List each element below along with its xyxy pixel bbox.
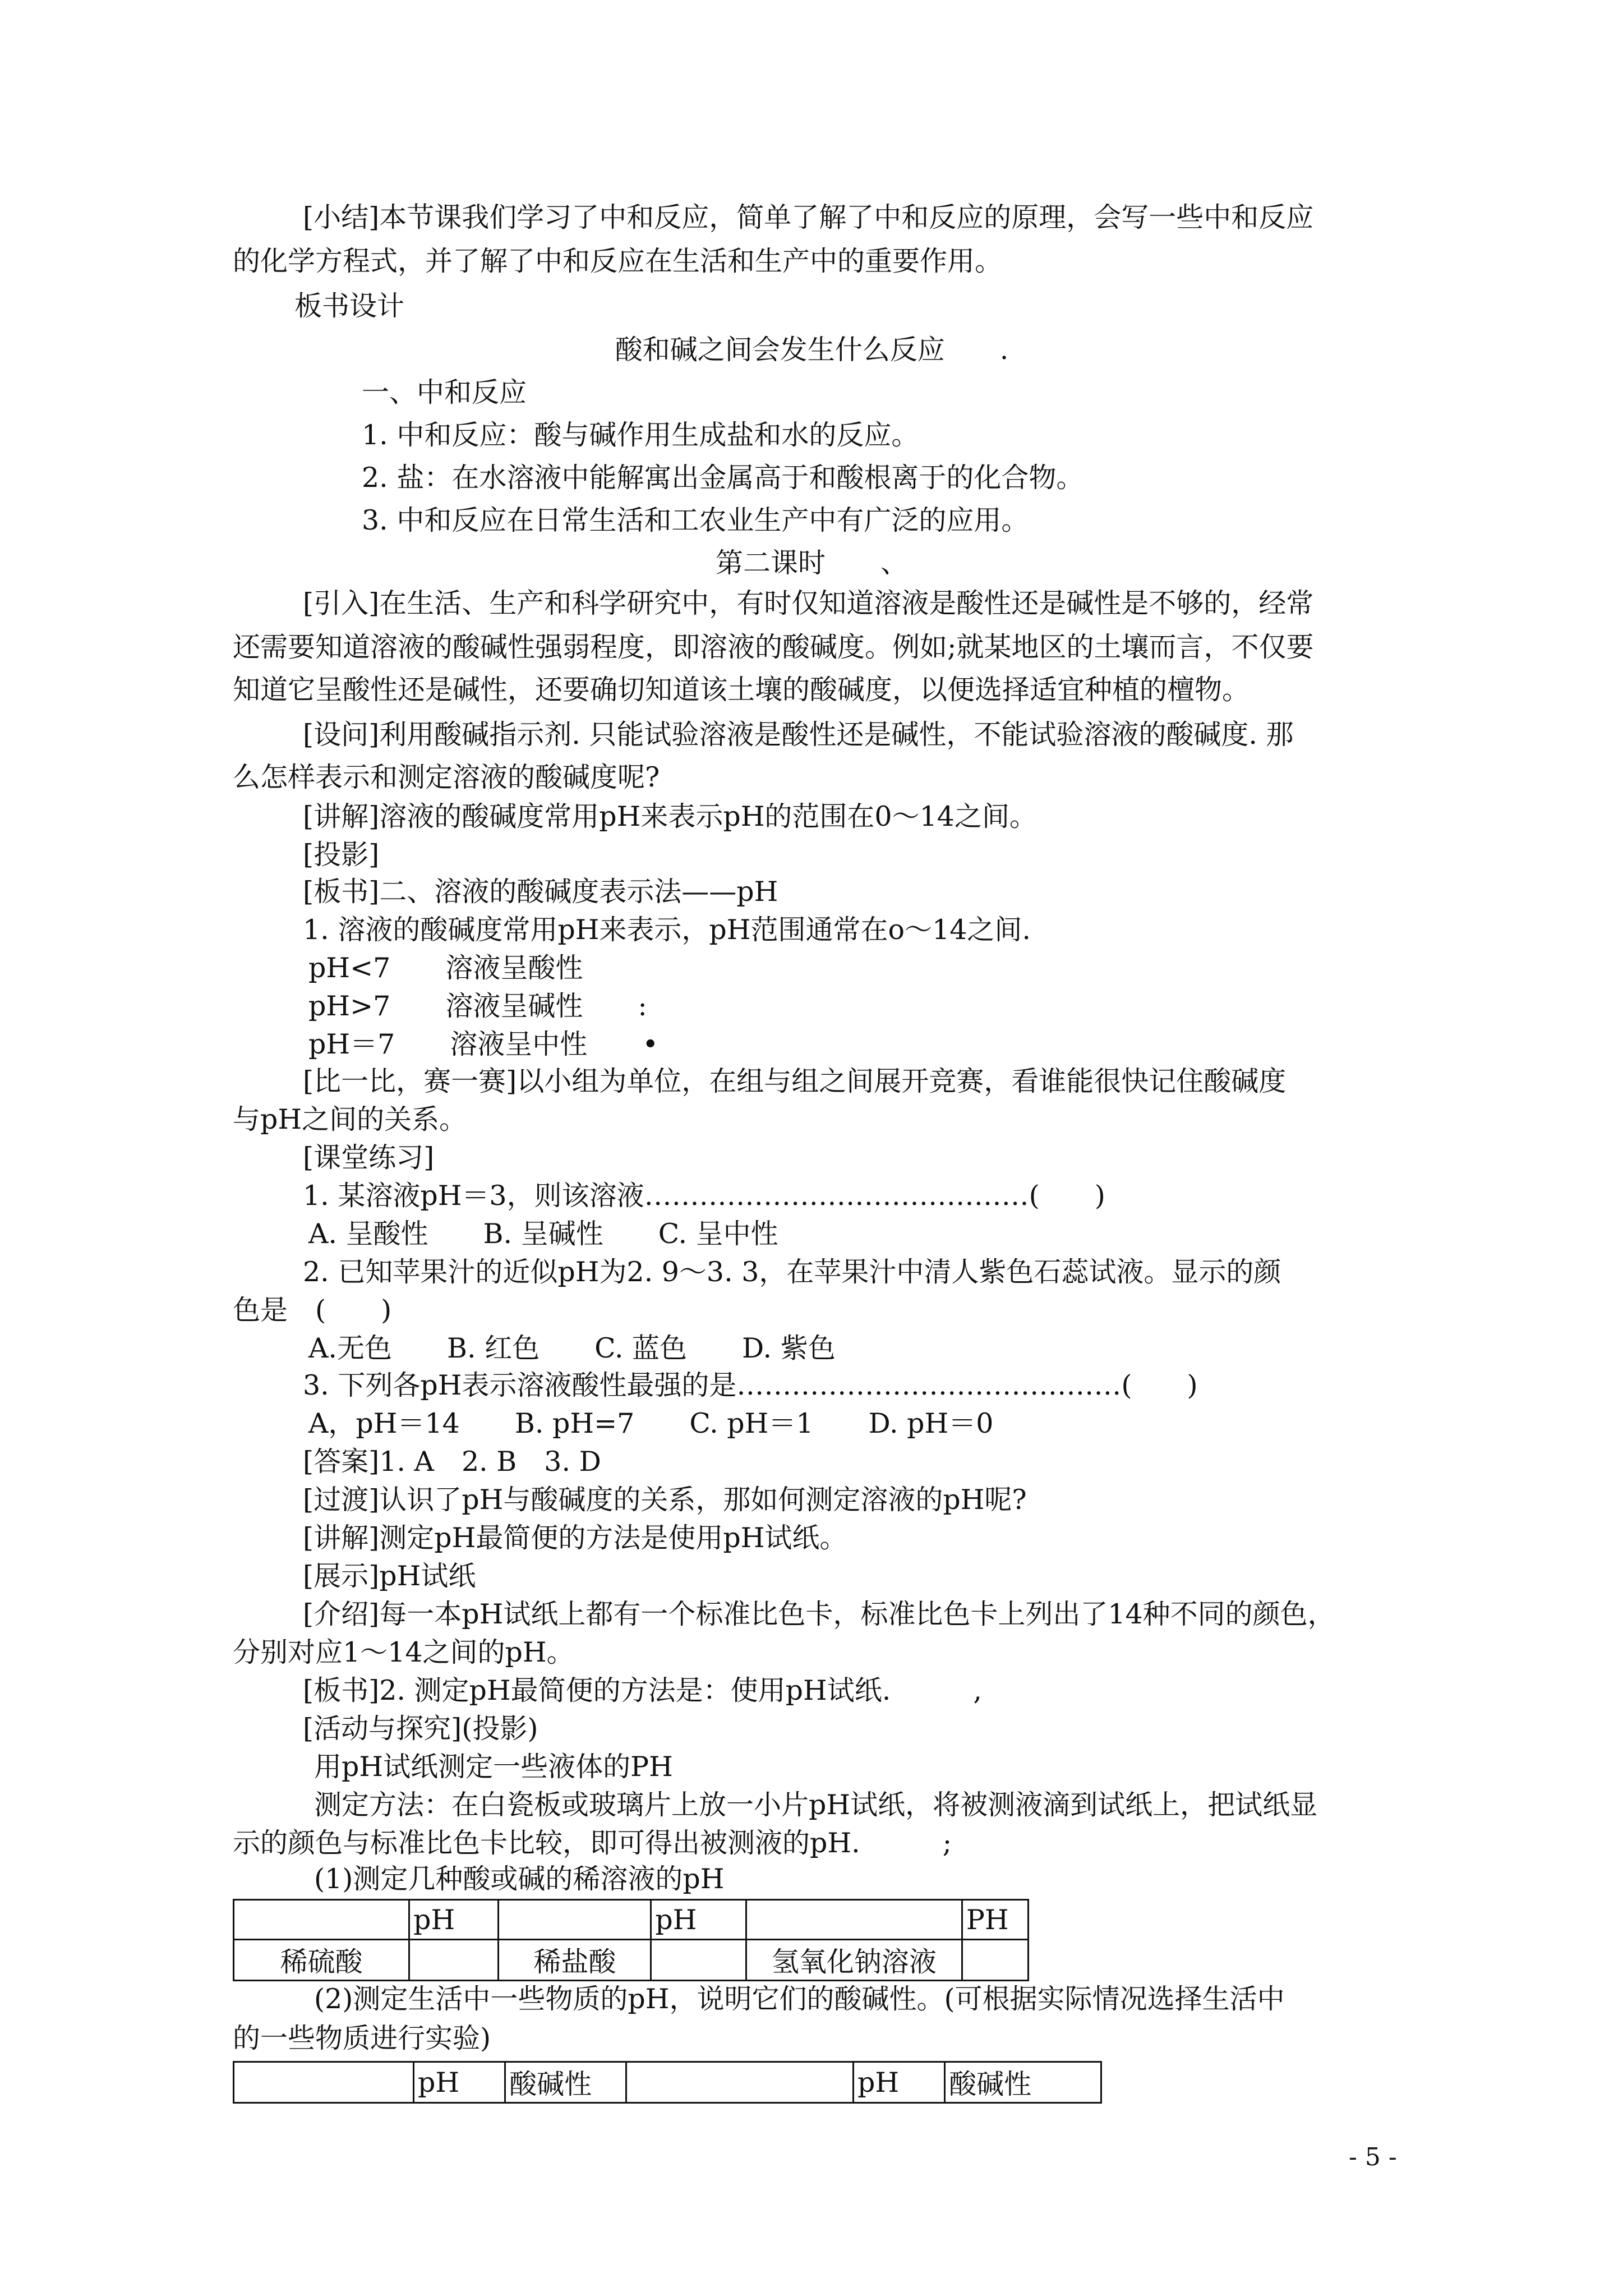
table-cell: PH (962, 1900, 1028, 1940)
exercise-1-options: A. 呈酸性 B. 呈碱性 C. 呈中性 (308, 1218, 778, 1250)
exercise-3-options: A，pH＝14 B. pH=7 C. pH＝1 D. pH＝0 (308, 1407, 994, 1439)
activity-label: [活动与探究](投影) (303, 1713, 538, 1745)
acid-base-ph-table (233, 1899, 1029, 1981)
table-cell: 酸碱性 (945, 2062, 1101, 2103)
table-cell: 酸碱性 (505, 2062, 626, 2103)
table-cell: 稀盐酸 (499, 1940, 651, 1981)
table-cell: pH (853, 2062, 944, 2103)
intro-line-1: [引入]在生活、生产和科学研究中，有时仅知道溶液是酸性还是碱性是不够的，经常 (303, 587, 1314, 619)
class-exercise-label: [课堂练习] (303, 1142, 435, 1174)
intro-line-2: 还需要知道溶液的酸碱性强弱程度，即溶液的酸碱度。例如;就某地区的土壤而言，不仅要 (233, 631, 1314, 663)
transition-line: [过渡]认识了pH与酸碱度的关系，那如何测定溶液的pH呢? (303, 1484, 1027, 1516)
question-line-1: [设问]利用酸碱指示剂. 只能试验溶液是酸性还是碱性，不能试验溶液的酸碱度. 那 (303, 719, 1294, 751)
board-title: 酸和碱之间会发生什么反应 . (615, 334, 1009, 366)
table2-caption-2: 的一些物质进行实验) (233, 2022, 491, 2054)
contest-line-1: [比一比，赛一赛]以小组为单位，在组与组之间展开竞赛，看谁能很快记住酸碱度 (303, 1065, 1287, 1097)
intro-color-card-2: 分别对应1～14之间的pH。 (233, 1636, 574, 1668)
explain-line: [讲解]溶液的酸碱度常用pH来表示pH的范围在0～14之间。 (303, 800, 1037, 832)
table-cell (234, 2062, 414, 2103)
intro-line-3: 知道它呈酸性还是碱性，还要确切知道该土壤的酸碱度，以便选择适宜种植的檀物。 (233, 674, 1250, 706)
ph-definition: 1. 溶液的酸碱度常用pH来表示，pH范围通常在o～14之间. (303, 914, 1031, 946)
table-cell (234, 1900, 409, 1940)
summary-line-2: 的化学方程式，并了解了中和反应在生活和生产中的重要作用。 (233, 245, 1003, 277)
board-item-2: 2. 盐：在水溶液中能解寓出金属高于和酸根离于的化合物。 (362, 462, 1084, 494)
table-cell (651, 1940, 746, 1981)
answer-line: [答案]1. A 2. B 3. D (303, 1446, 601, 1478)
table-cell (499, 1900, 651, 1940)
exercise-2-question: 2. 已知苹果汁的近似pH为2. 9～3. 3，在苹果汁中清人紫色石蕊试液。显示的颜 (303, 1256, 1281, 1288)
table-row (234, 2062, 1101, 2103)
board-item-1: 1. 中和反应：酸与碱作用生成盐和水的反应。 (362, 419, 919, 451)
board-ph-heading: [板书]二、溶液的酸碱度表示法——pH (303, 876, 778, 908)
page-number: - 5 - (1349, 2143, 1397, 2171)
intro-color-card-1: [介绍]每一本pH试纸上都有一个标准比色卡，标准比色卡上列出了14种不同的颜色， (303, 1598, 1335, 1630)
exercise-3-question: 3. 下列各pH表示溶液酸性最强的是……………………………………( ) (303, 1369, 1198, 1401)
explain-ph-paper: [讲解]测定pH最简便的方法是使用pH试纸。 (303, 1522, 847, 1554)
table-cell (746, 1900, 962, 1940)
summary-line-1: [小结]本节课我们学习了中和反应，简单了解了中和反应的原理，会写一些中和反应 (303, 201, 1314, 233)
exercise-1-question: 1. 某溶液pH＝3，则该溶液……………………………………( ) (303, 1180, 1105, 1212)
table-cell: pH (413, 2062, 505, 2103)
method-line-1: 测定方法：在白瓷板或玻璃片上放一小片pH试纸，将被测液滴到试纸上，把试纸显 (314, 1789, 1318, 1821)
table-cell: 氢氧化钠溶液 (746, 1940, 962, 1981)
daily-substances-ph-table (233, 2061, 1102, 2104)
exercise-2-question-cont: 色是 ( ) (233, 1294, 392, 1326)
table-cell (409, 1940, 499, 1981)
table-cell: pH (651, 1900, 746, 1940)
question-line-2: 么怎样表示和测定溶液的酸碱度呢? (233, 761, 660, 793)
table2-caption-1: (2)测定生活中一些物质的pH，说明它们的酸碱性。(可根据实际情况选择生活中 (314, 1983, 1285, 2015)
ph-acidic: pH<7 溶液呈酸性 (308, 952, 583, 984)
board-item-3: 3. 中和反应在日常生活和工农业生产中有广泛的应用。 (362, 504, 1029, 536)
board-design-label: 板书设计 (294, 290, 405, 322)
table-row (234, 1940, 1029, 1981)
second-lesson-title: 第二课时 、 (715, 547, 908, 579)
method-line-2: 示的颜色与标准比色卡比较，即可得出被测液的pH. ; (233, 1827, 952, 1859)
projection-label: [投影] (303, 839, 380, 871)
ph-basic: pH>7 溶液呈碱性 : (308, 990, 647, 1022)
board-ph-method: [板书]2. 测定pH最简便的方法是：使用pH试纸. , (303, 1674, 982, 1706)
ph-neutral: pH＝7 溶液呈中性 • (308, 1028, 659, 1060)
show-ph-paper: [展示]pH试纸 (303, 1560, 476, 1592)
table-row (234, 1900, 1029, 1940)
table-cell (962, 1940, 1028, 1981)
table1-caption: (1)测定几种酸或碱的稀溶液的pH (314, 1863, 725, 1895)
activity-title: 用pH试纸测定一些液体的PH (314, 1751, 673, 1783)
contest-line-2: 与pH之间的关系。 (233, 1103, 467, 1135)
exercise-2-options: A.无色 B. 红色 C. 蓝色 D. 紫色 (308, 1332, 836, 1364)
table-cell: pH (409, 1900, 499, 1940)
section-neutralization: 一、中和反应 (362, 376, 527, 408)
table-cell (626, 2062, 853, 2103)
table-cell: 稀硫酸 (234, 1940, 409, 1981)
